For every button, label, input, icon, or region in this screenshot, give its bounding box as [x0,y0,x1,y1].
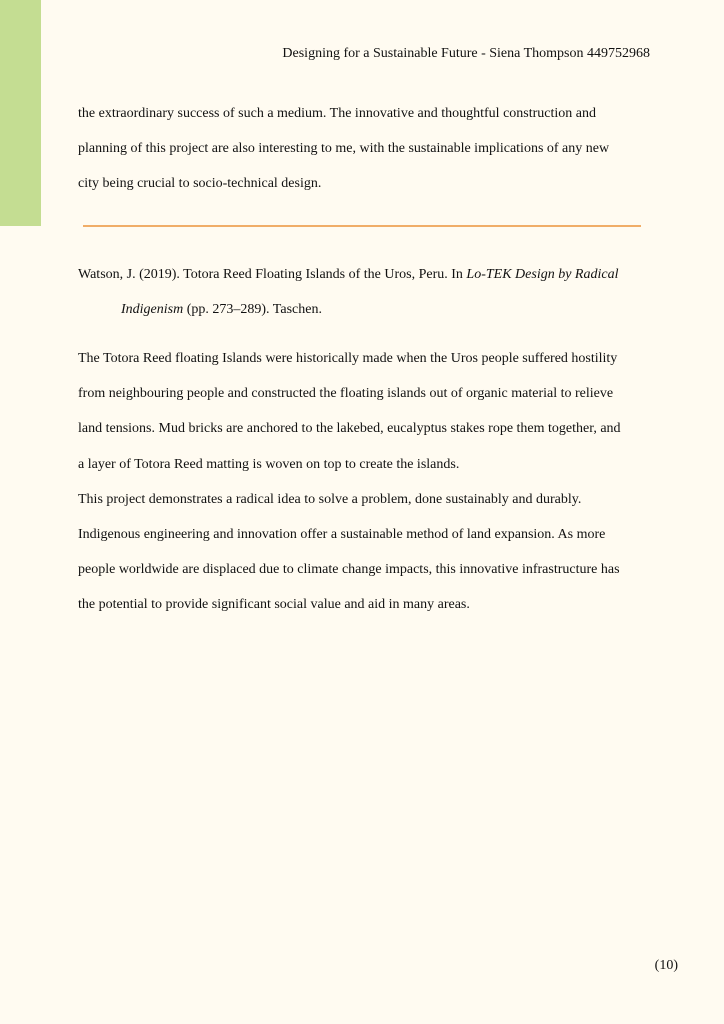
reference-citation [78,257,658,327]
reference-authors-title: Watson, J. (2019). Totora Reed Floating Islands of the Uros, Peru. In [78,267,467,282]
paragraph-line: Indigenous engineering and innovation offer a sustainable method of land expansion. As more [78,527,606,543]
paragraph-line: a layer of Totora Reed matting is woven on top to create the islands. [78,456,460,472]
side-color-tab [0,0,41,226]
reference-line-1 [78,257,658,292]
paragraph-line: city being crucial to socio-technical design. [78,176,322,192]
paragraph-line: land tensions. Mud bricks are anchored to the lakebed, eucalyptus stakes rope them together, and [78,421,621,437]
reference-book-title-part-1: Lo-TEK Design by Radical [466,267,619,282]
paragraph-continued [78,96,648,202]
paragraph-body [78,341,648,623]
paragraph-line: from neighbouring people and constructed the floating islands out of organic material to relieve [78,386,614,402]
paragraph-line: the potential to provide significant social value and aid in many areas. [78,597,470,613]
paragraph-line: This project demonstrates a radical idea to solve a problem, done sustainably and durably. [78,491,582,507]
running-header: Designing for a Sustainable Future - Siena Thompson 449752968 [282,46,650,61]
section-divider [83,225,641,227]
paragraph-line: planning of this project are also interesting to me, with the sustainable implications of any new [78,141,610,157]
reference-line-2 [78,292,658,327]
page-number: (10) [654,958,678,973]
reference-book-title-part-2: Indigenism [121,302,184,318]
paragraph-line: The Totora Reed floating Islands were historically made when the Uros people suffered hostility [78,351,618,366]
reference-pages-publisher: (pp. 273–289). Taschen. [183,302,322,318]
paragraph-line: people worldwide are displaced due to climate change impacts, this innovative infrastructure has [78,562,620,578]
paragraph-line: the extraordinary success of such a medium. The innovative and thoughtful construction and [78,106,596,121]
